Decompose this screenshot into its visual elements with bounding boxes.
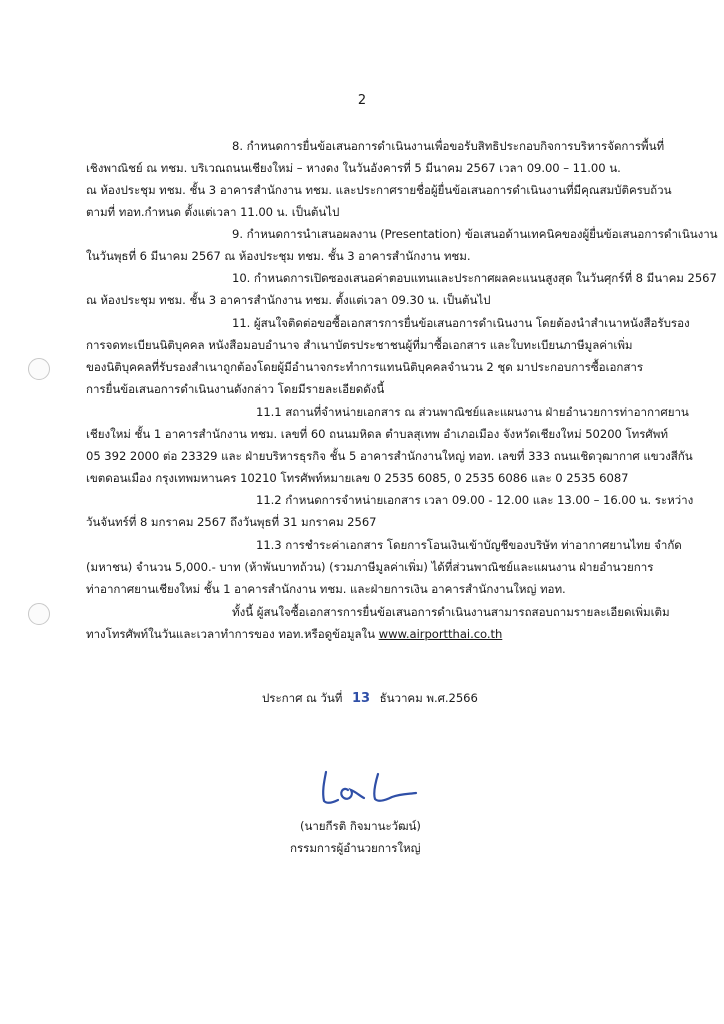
- item11-1-line1: 11.1 สถานที่จำหน่ายเอกสาร ณ ส่วนพาณิชย์และแผนงาน ฝ่ายอำนวยการท่าอากาศยาน: [256, 405, 689, 419]
- punch-hole-top: [28, 358, 50, 380]
- item11-2-line1: 11.2 กำหนดการจำหน่ายเอกสาร เวลา 09.00 - 12.00 และ 13.00 – 16.00 น. ระหว่าง: [256, 493, 694, 507]
- closing-line2-text: ทางโทรศัพท์ในวันและเวลาทำการของ ทอท.หรือดูข้อมูลใน: [86, 627, 379, 641]
- item11-line3: ของนิติบุคคลที่รับรองสำเนาถูกต้องโดยผู้มีอำนาจกระทำการแทนนิติบุคคลจำนวน 2 ชุด มาประกอบการซื้อเอกสาร: [86, 360, 644, 374]
- item11-1-line3: 05 392 2000 ต่อ 23329 และ ฝ่ายบริหารธุรกิจ ชั้น 5 อาคารสำนักงานใหญ่ ทอท. เลขที่ 333 ถนนเชิดวุฒากาศ แขวงสีกัน: [86, 449, 693, 463]
- item8-line2: เชิงพาณิชย์ ณ ทชม. บริเวณถนนเชียงใหม่ – หางดง ในวันอังคารที่ 5 มีนาคม 2567 เวลา 09.00 – 11.00 น.: [86, 161, 621, 175]
- announcement-prefix: ประกาศ ณ วันที่: [262, 691, 343, 705]
- item10-line2: ณ ห้องประชุม ทชม. ชั้น 3 อาคารสำนักงาน ทชม. ตั้งแต่เวลา 09.30 น. เป็นต้นไป: [86, 293, 491, 307]
- item11-line2: การจดทะเบียนนิติบุคคล หนังสือมอบอำนาจ สำเนาบัตรประชาชนผู้ที่มาซื้อเอกสาร และใบทะเบียนภาษีมูลค่าเพิ่ม: [86, 338, 633, 352]
- item11-line1: 11. ผู้สนใจติดต่อขอซื้อเอกสารการยื่นข้อเสนอการดำเนินงาน โดยต้องนำสำเนาหนังสือรับรอง: [232, 316, 690, 330]
- announcement-suffix: ธันวาคม พ.ศ.2566: [379, 691, 478, 705]
- item10-line1: 10. กำหนดการเปิดซองเสนอค่าตอบแทนและประกาศผลคะแนนสูงสุด ในวันศุกร์ที่ 8 มีนาคม 2567: [232, 271, 717, 285]
- item11-2-line2: วันจันทร์ที่ 8 มกราคม 2567 ถึงวันพุธที่ 31 มกราคม 2567: [86, 515, 377, 529]
- item11-3-line2: (มหาชน) จำนวน 5,000.- บาท (ห้าพันบาทถ้วน) (รวมภาษีมูลค่าเพิ่ม) ได้ที่ส่วนพาณิชย์และแผนงาน ฝ่ายอำนวยการ: [86, 560, 654, 574]
- website-link[interactable]: www.airportthai.co.th: [378, 627, 503, 641]
- signatory-title: กรรมการผู้อำนวยการใหญ่: [290, 841, 421, 855]
- item8-line3: ณ ห้องประชุม ทชม. ชั้น 3 อาคารสำนักงาน ทชม. และประกาศรายชื่อผู้ยื่นข้อเสนอการดำเนินงานที่มีคุณสมบัติครบถ้วน: [86, 183, 672, 197]
- item9-line2: ในวันพุธที่ 6 มีนาคม 2567 ณ ห้องประชุม ทชม. ชั้น 3 อาคารสำนักงาน ทชม.: [86, 249, 471, 263]
- signature-mark: [318, 768, 428, 810]
- item11-line4: การยื่นข้อเสนอการดำเนินงานดังกล่าว โดยมีรายละเอียดดังนี้: [86, 382, 385, 396]
- item11-1-line4: เขตดอนเมือง กรุงเทพมหานคร 10210 โทรศัพท์หมายเลข 0 2535 6085, 0 2535 6086 และ 0 2535 6087: [86, 471, 629, 485]
- closing-line1: ทั้งนี้ ผู้สนใจซื้อเอกสารการยื่นข้อเสนอการดำเนินงานสามารถสอบถามรายละเอียดเพิ่มเติม: [232, 605, 670, 619]
- item9-line1: 9. กำหนดการนำเสนอผลงาน (Presentation) ข้อเสนอด้านเทคนิคของผู้ยื่นข้อเสนอการดำเนินงาน: [232, 227, 718, 241]
- item8-line4: ตามที่ ทอท.กำหนด ตั้งแต่เวลา 11.00 น. เป็นต้นไป: [86, 205, 340, 219]
- item8-line1: 8. กำหนดการยื่นข้อเสนอการดำเนินงานเพื่อขอรับสิทธิประกอบกิจการบริหารจัดการพื้นที่: [232, 139, 665, 153]
- item11-3-line3: ท่าอากาศยานเชียงใหม่ ชั้น 1 อาคารสำนักงาน ทชม. และฝ่ายการเงิน อาคารสำนักงานใหญ่ ทอท.: [86, 582, 566, 596]
- page-number: 2: [357, 93, 367, 108]
- item11-3-line1: 11.3 การชำระค่าเอกสาร โดยการโอนเงินเข้าบัญชีของบริษัท ท่าอากาศยานไทย จำกัด: [256, 538, 682, 552]
- announcement-date: [262, 690, 478, 707]
- signatory-name: (นายกีรติ กิจมานะวัฒน์): [300, 819, 421, 833]
- announcement-day: 13: [351, 691, 370, 706]
- item11-1-line2: เชียงใหม่ ชั้น 1 อาคารสำนักงาน ทชม. เลขที่ 60 ถนนมหิดล ตำบลสุเทพ อำเภอเมือง จังหวัดเชียงใหม่ 50200 โทรศัพท์: [86, 427, 668, 441]
- closing-line2: [86, 626, 502, 642]
- punch-hole-bottom: [28, 603, 50, 625]
